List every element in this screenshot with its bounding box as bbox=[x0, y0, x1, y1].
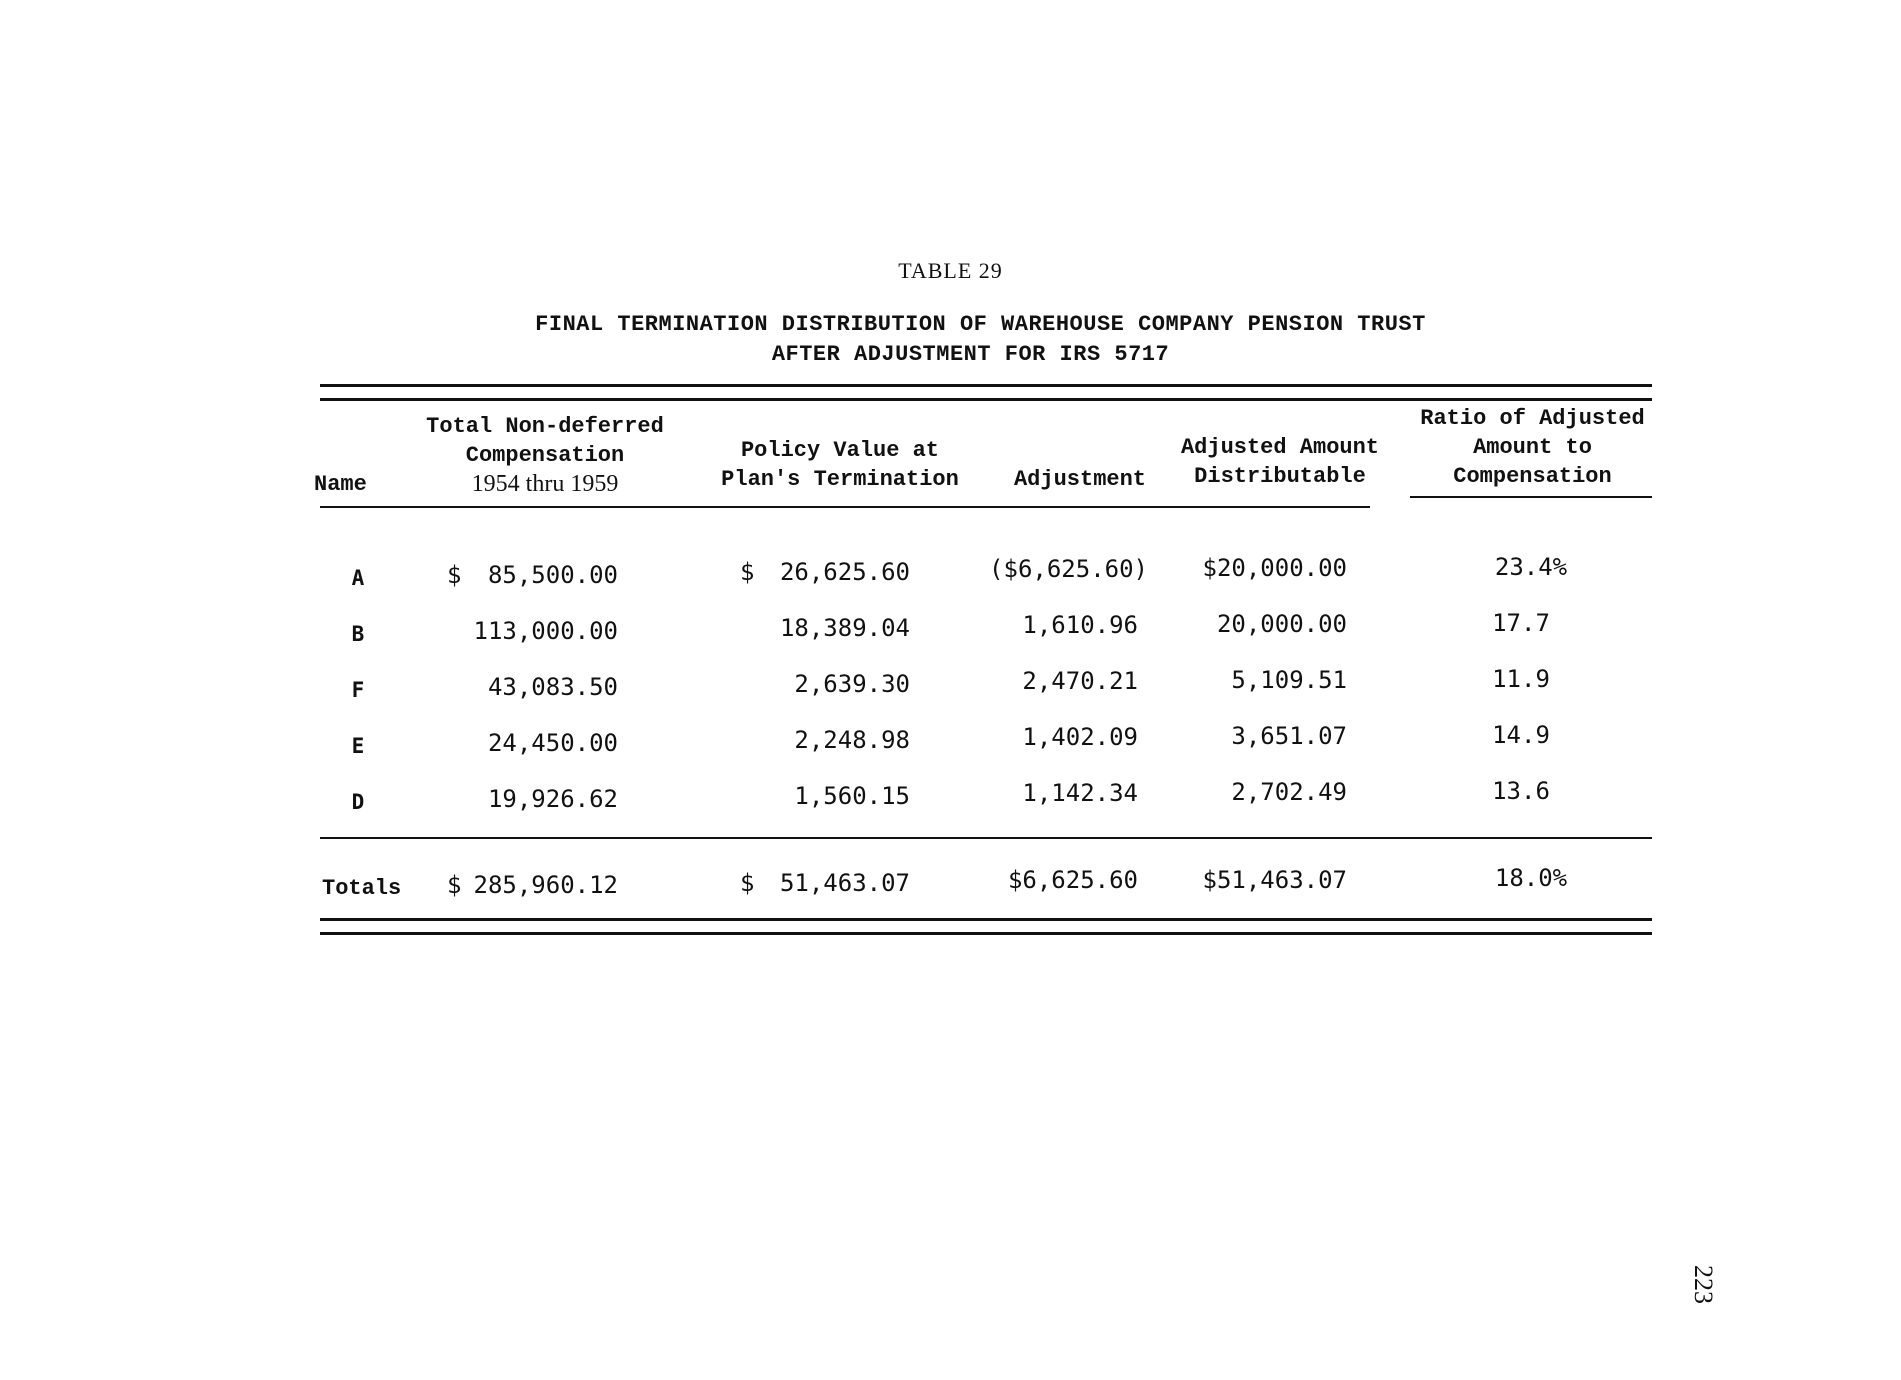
row-b-policy-value: 18,389.04 bbox=[779, 614, 910, 642]
table-title-line-2: AFTER ADJUSTMENT FOR IRS 5717 bbox=[771, 342, 1170, 367]
header-adjusted-amount: Adjusted Amount Distributable bbox=[1180, 435, 1380, 489]
row-e-name: E bbox=[351, 734, 365, 758]
row-a-name: A bbox=[351, 566, 365, 590]
row-a-policy-value: 26,625.60 bbox=[779, 558, 910, 586]
row-d-name: D bbox=[351, 790, 365, 814]
row-b-name: B bbox=[351, 622, 365, 646]
row-b-adjustment: 1,610.96 bbox=[1022, 611, 1138, 639]
row-a-compensation-dollar: $ bbox=[447, 561, 462, 589]
row-f-name: F bbox=[351, 678, 365, 702]
row-a-ratio: 23.4% bbox=[1494, 553, 1568, 581]
page-number: 223 bbox=[1689, 1265, 1718, 1304]
row-d-policy-value: 1,560.15 bbox=[794, 782, 910, 810]
row-a-adjusted-amount: $20,000.00 bbox=[1202, 554, 1347, 582]
table-number: TABLE 29 bbox=[898, 258, 1003, 283]
totals-adjusted-amount: $51,463.07 bbox=[1202, 866, 1347, 894]
row-a-adjustment: ($6,625.60) bbox=[989, 555, 1148, 583]
row-b-compensation: 113,000.00 bbox=[473, 617, 618, 645]
row-a-compensation: 85,500.00 bbox=[487, 561, 618, 589]
totals-ratio: 18.0% bbox=[1494, 864, 1568, 892]
bottom-rule-1 bbox=[320, 918, 1652, 921]
totals-compensation-dollar: $ bbox=[447, 871, 462, 899]
header-compensation: Total Non-deferred Compensation 1954 thru 1959 bbox=[426, 414, 664, 497]
row-b-ratio: 17.7 bbox=[1492, 609, 1550, 637]
bottom-rule-2 bbox=[320, 932, 1652, 935]
row-e-adjusted-amount: 3,651.07 bbox=[1231, 722, 1347, 750]
row-f-adjustment: 2,470.21 bbox=[1022, 667, 1138, 695]
row-e-compensation: 24,450.00 bbox=[487, 729, 618, 757]
row-a-policy-dollar: $ bbox=[740, 558, 755, 586]
totals-label: Totals bbox=[322, 876, 402, 901]
row-d-ratio: 13.6 bbox=[1492, 777, 1550, 805]
row-d-compensation: 19,926.62 bbox=[487, 785, 618, 813]
totals-rule bbox=[320, 837, 1652, 839]
totals-policy-dollar: $ bbox=[740, 869, 755, 897]
row-e-ratio: 14.9 bbox=[1492, 721, 1550, 749]
totals-compensation: 285,960.12 bbox=[473, 871, 618, 899]
totals-adjustment: $6,625.60 bbox=[1007, 866, 1138, 894]
row-f-adjusted-amount: 5,109.51 bbox=[1231, 666, 1347, 694]
row-d-adjustment: 1,142.34 bbox=[1022, 779, 1138, 807]
row-e-adjustment: 1,402.09 bbox=[1022, 723, 1138, 751]
header-name: Name bbox=[314, 472, 367, 497]
row-b-adjusted-amount: 20,000.00 bbox=[1216, 610, 1347, 638]
header-adjustment: Adjustment bbox=[1013, 467, 1147, 492]
header-ratio: Ratio of Adjusted Amount to Compensation bbox=[1420, 406, 1645, 489]
table-title-line-1: FINAL TERMINATION DISTRIBUTION OF WAREHOUSE COMPANY PENSION TRUST bbox=[535, 312, 1426, 337]
header-policy-value: Policy Value at Plan's Termination bbox=[721, 438, 959, 492]
top-rule-2 bbox=[320, 398, 1652, 401]
row-f-policy-value: 2,639.30 bbox=[794, 670, 910, 698]
row-f-compensation: 43,083.50 bbox=[487, 673, 618, 701]
header-rule-ratio bbox=[1410, 496, 1652, 498]
header-rule bbox=[320, 506, 1370, 508]
totals-policy-value: 51,463.07 bbox=[779, 869, 910, 897]
top-rule-1 bbox=[320, 384, 1652, 387]
row-d-adjusted-amount: 2,702.49 bbox=[1231, 778, 1347, 806]
row-e-policy-value: 2,248.98 bbox=[794, 726, 910, 754]
row-f-ratio: 11.9 bbox=[1492, 665, 1550, 693]
